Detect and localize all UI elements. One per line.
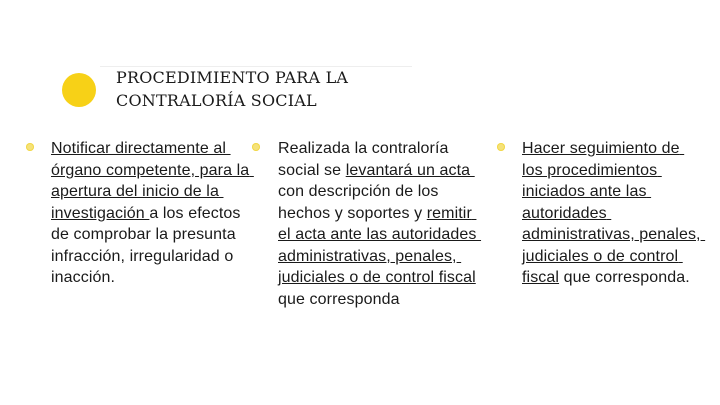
round-bullet-icon: [252, 143, 260, 151]
underlined-text-segment: remitir el acta ante las autoridades administrativas, penales, judiciales o de control fiscal: [278, 204, 482, 286]
title-line-1: PROCEDIMIENTO PARA LA: [116, 68, 349, 87]
column-2-text: [278, 138, 483, 310]
text-segment: con descripción de los hechos y soportes y: [278, 183, 444, 222]
title-marker-circle: [62, 73, 96, 107]
underlined-text-segment: Hacer seguimiento de los procedimientos iniciados ante las autoridades administrativas, penales, judiciales o de control fiscal: [522, 140, 706, 286]
text-segment: Realizada la contraloría social se: [278, 140, 454, 179]
column-1-text: [51, 138, 256, 289]
title-line-2: CONTRALORÍA SOCIAL: [116, 91, 317, 110]
underlined-text-segment: levantará un acta: [345, 161, 475, 179]
page-title: [116, 66, 416, 112]
column-3-text: [522, 138, 706, 289]
round-bullet-icon: [497, 143, 505, 151]
text-segment: a los efectos de comprobar la presunta infracción, irregularidad o inacción.: [51, 204, 246, 286]
underlined-text-segment: Notificar directamente al órgano competente, para la apertura del inicio de la investigación: [51, 140, 254, 222]
round-bullet-icon: [26, 143, 34, 151]
text-segment: que corresponda: [278, 269, 481, 308]
text-segment: que corresponda.: [559, 269, 690, 286]
